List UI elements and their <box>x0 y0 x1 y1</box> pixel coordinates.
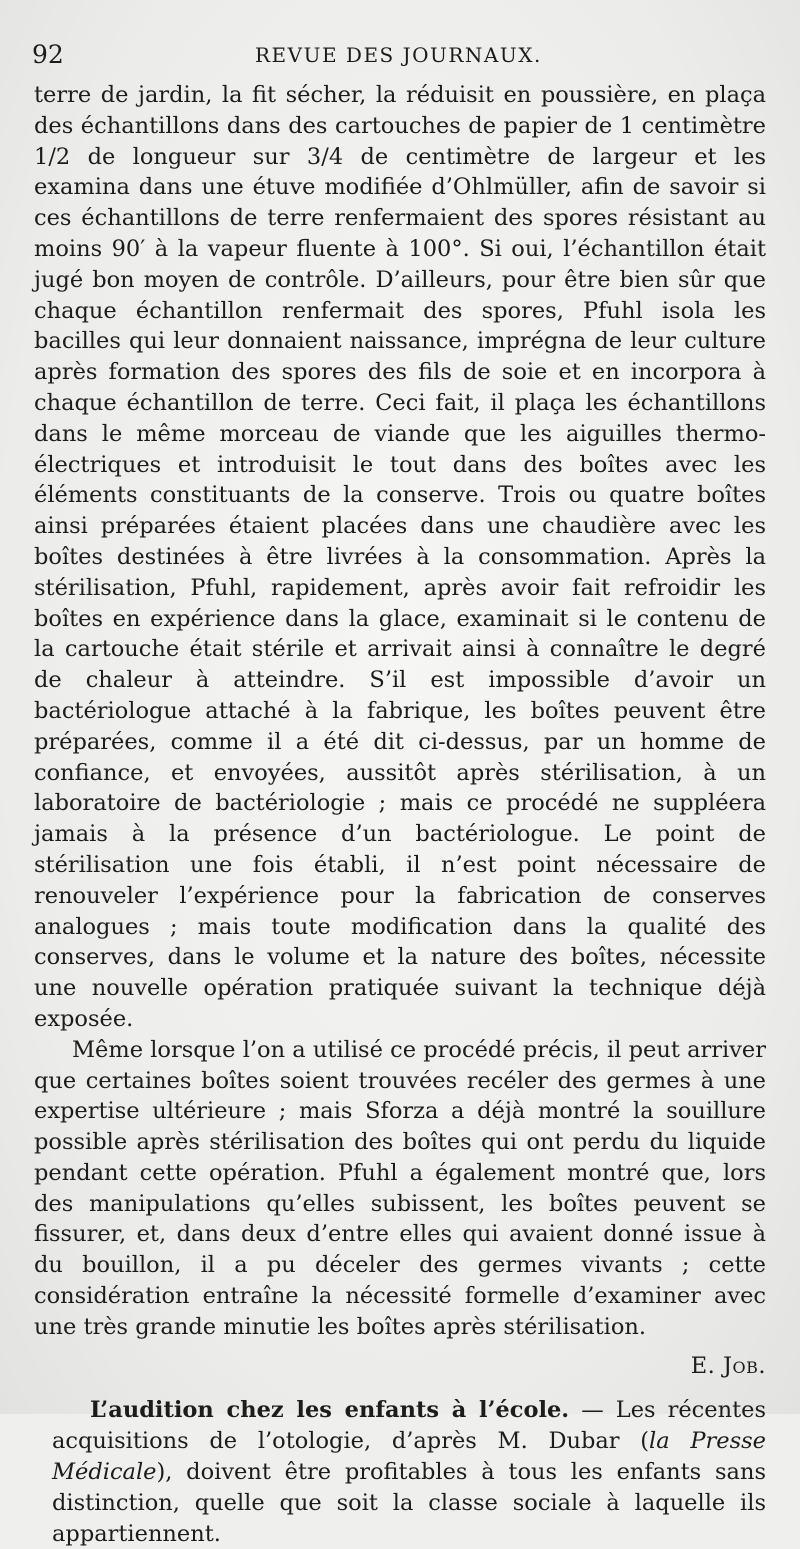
page-number: 92 <box>32 40 64 69</box>
page-body <box>34 80 766 1549</box>
article2-text-before: Les récentes acquisitions de l’otologie, d’après M. Dubar ( <box>52 1397 766 1455</box>
author-signature: E. Job. <box>690 1352 766 1379</box>
running-head: REVUE DES JOURNAUX. <box>255 43 542 67</box>
journal-name: la Presse Médicale <box>52 1428 766 1486</box>
article1-paragraph2: Même lorsque l’on a utilisé ce procédé précis, il peut arriver que certaines boîtes soient trouvées recéler des germes à une expertise ultérieure ; mais Sforza a déjà montré la souillure possible après stérilisation des boîtes qui ont perdu du liquide pendant cette opération. Pfuhl a également montré que, lors des manipulations qu’elles subissent, les boîtes peuvent se fissurer, et, dans deux d’entre elles qui avaient donné issue à du bouillon, il a pu déceler des germes vivants ; cette considération entraîne la nécessité formelle d’examiner avec une très grande minutie les boîtes après stérilisation. <box>34 1036 766 1340</box>
article2-paragraph <box>34 1395 766 1549</box>
page-header <box>30 38 770 72</box>
article2-text-after: ), doivent être profitables à tous les enfants sans distinction, quelle que soit la classe sociale à laquelle ils appartiennent. <box>52 1459 766 1547</box>
article2-dash: — <box>569 1397 616 1424</box>
article1-paragraph1: terre de jardin, la fit sécher, la réduisit en poussière, en plaça des échantillons dans des cartouches de papier de 1 centimètre 1/2 de longueur sur 3/4 de centimètre de largeur et les examina dans une étuve modifiée d’Ohlmüller, afin de savoir si ces échantillons de terre renfermaient des spores résistant au moins 90′ à la vapeur fluente à 100°. Si oui, l’échantillon était jugé bon moyen de contrôle. D’ailleurs, pour être bien sûr que chaque échantillon renfermait des spores, Pfuhl isola les bacilles qui leur donnaient naissance, imprégna de leur culture après formation des spores des fils de soie et en incorpora à chaque échantillon de terre. Ceci fait, il plaça les échantillons dans le même morceau de viande que les aiguilles thermo-électriques et introduisit le tout dans des boîtes avec les éléments constituants de la conserve. Trois ou quatre boîtes ainsi préparées étaient placées dans une chaudière avec les boîtes destinées à être livrées à la consommation. Après la stérilisation, Pfuhl, rapidement, après avoir fait refroidir les boîtes en expérience dans la glace, examinait si le contenu de la cartouche était stérile et arrivait ainsi à connaître le degré de chaleur à atteindre. S’il est impossible d’avoir un bactériologue attaché à la fabrique, les boîtes peuvent être préparées, comme il a été dit ci-dessus, par un homme de confiance, et envoyées, aussitôt après stérilisation, à un laboratoire de bactériologie ; mais ce procédé ne suppléera jamais à la présence d’un bactériologue. Le point de stérilisation une fois établi, il n’est point nécessaire de renouveler l’expérience pour la fabrication de conserves analogues ; mais toute modification dans la qualité des conserves, dans le volume et la nature des boîtes, nécessite une nouvelle opération pratiquée suivant la technique déjà exposée. <box>34 82 766 1032</box>
article2-title: L’audition chez les enfants à l’école. <box>90 1397 570 1424</box>
